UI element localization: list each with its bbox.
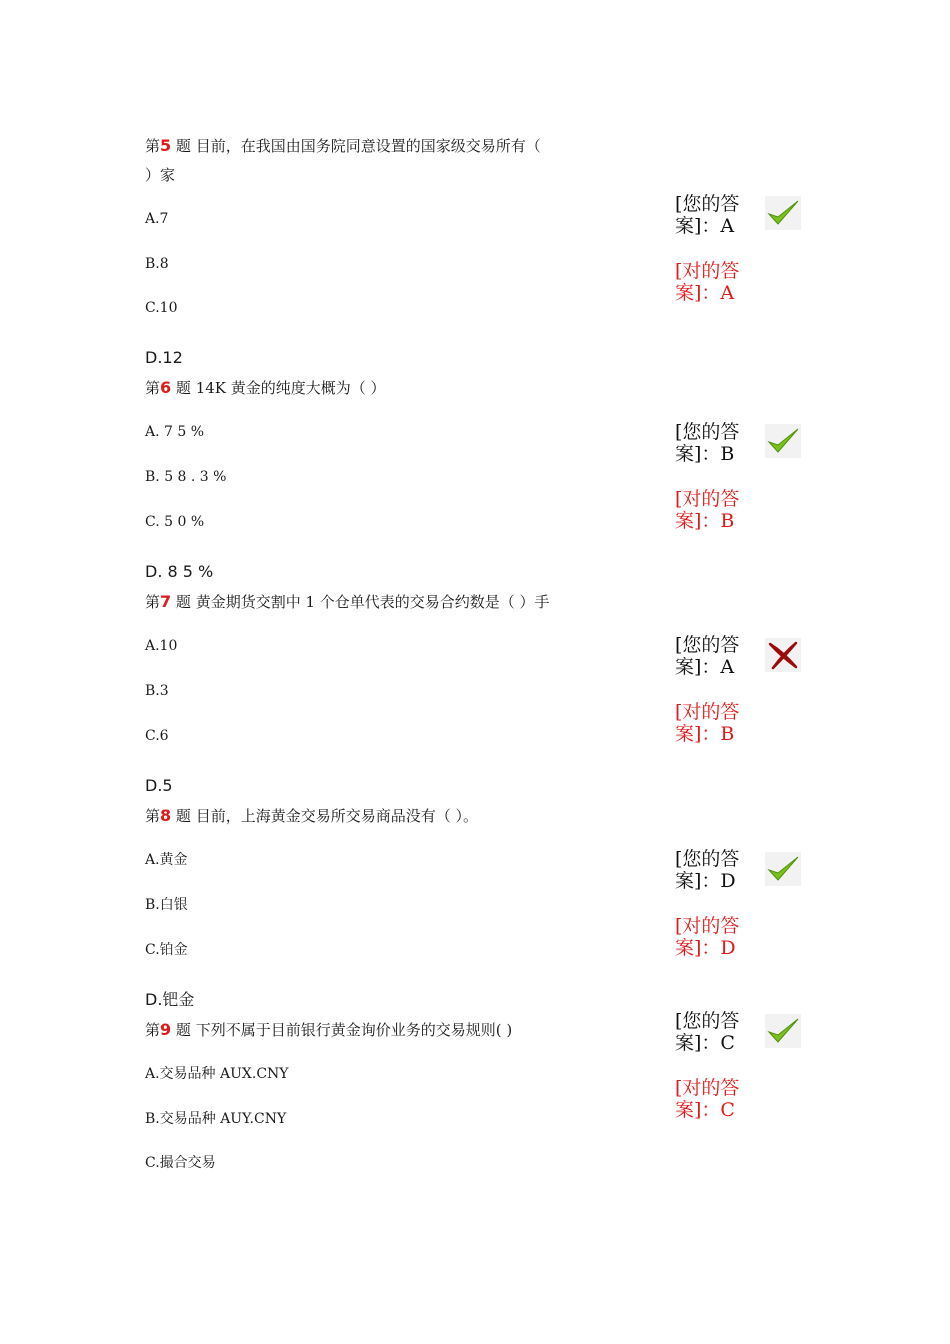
question-6-your-answer: [您的答案]：B xyxy=(675,421,740,465)
question-text: 下列不属于目前银行黄金询价业务的交易规则( ) xyxy=(195,1021,513,1039)
question-6-option-c: C. 5 0 % xyxy=(145,514,205,530)
question-prefix: 第 xyxy=(145,807,161,825)
question-9-option-c: C.撮合交易 xyxy=(145,1155,216,1171)
question-9-option-a: A.交易品种 AUX.CNY xyxy=(145,1066,289,1082)
question-5-option-a: A.7 xyxy=(145,211,169,227)
correct-check-icon xyxy=(765,196,801,230)
question-number: 6 xyxy=(160,378,172,397)
question-number: 9 xyxy=(160,1020,172,1039)
question-6-option-b: B. 5 8 . 3 % xyxy=(145,469,227,485)
question-7-correct-answer: [对的答案]：B xyxy=(675,701,740,745)
question-suffix: 题 xyxy=(171,1021,196,1039)
question-6-option-d: D. 8 5 % xyxy=(145,562,214,581)
question-5-text-cont: ）家 xyxy=(145,166,176,184)
question-8-option-b: B.白银 xyxy=(145,897,188,913)
question-8-option-d: D.钯金 xyxy=(145,990,195,1009)
question-8-title xyxy=(145,806,478,826)
question-prefix: 第 xyxy=(145,379,161,397)
question-prefix: 第 xyxy=(145,1021,161,1039)
question-5-option-c: C.10 xyxy=(145,300,178,316)
question-5-option-b: B.8 xyxy=(145,256,169,272)
question-text: 目前，上海黄金交易所交易商品没有（ ）。 xyxy=(195,807,478,825)
question-9-option-b: B.交易品种 AUY.CNY xyxy=(145,1111,287,1127)
wrong-cross-icon xyxy=(765,638,801,672)
correct-check-icon xyxy=(765,424,801,458)
question-8-option-a: A.黄金 xyxy=(145,852,188,868)
question-7-option-c: C.6 xyxy=(145,728,169,744)
question-8-option-c: C.铂金 xyxy=(145,942,188,958)
correct-check-icon xyxy=(765,852,801,886)
question-6-title xyxy=(145,378,386,398)
question-6-option-a: A. 7 5 % xyxy=(145,424,205,440)
question-5-title xyxy=(145,136,541,156)
question-9-correct-answer: [对的答案]：C xyxy=(675,1077,740,1121)
question-text: 14K 黄金的纯度大概为（ ） xyxy=(195,379,386,397)
question-prefix: 第 xyxy=(145,593,161,611)
question-prefix: 第 xyxy=(145,137,161,155)
question-5-correct-answer: [对的答案]：A xyxy=(675,260,740,304)
question-5-your-answer: [您的答案]：A xyxy=(675,193,740,237)
question-number: 8 xyxy=(160,806,172,825)
question-8-correct-answer: [对的答案]：D xyxy=(675,915,740,959)
question-suffix: 题 xyxy=(171,807,196,825)
question-text: 目前，在我国由国务院同意设置的国家级交易所有（ xyxy=(195,137,541,155)
correct-check-icon xyxy=(765,1014,801,1048)
question-text: 黄金期货交割中 1 个仓单代表的交易合约数是（ ）手 xyxy=(195,593,550,611)
question-8-your-answer: [您的答案]：D xyxy=(675,848,740,892)
question-suffix: 题 xyxy=(171,593,196,611)
question-number: 7 xyxy=(160,592,172,611)
question-number: 5 xyxy=(160,136,172,155)
question-7-option-a: A.10 xyxy=(145,638,178,654)
question-suffix: 题 xyxy=(171,137,196,155)
question-7-option-b: B.3 xyxy=(145,683,169,699)
question-9-your-answer: [您的答案]：C xyxy=(675,1010,740,1054)
question-9-title xyxy=(145,1020,512,1040)
question-5-option-d: D.12 xyxy=(145,348,183,367)
question-6-correct-answer: [对的答案]：B xyxy=(675,488,740,532)
question-7-option-d: D.5 xyxy=(145,776,173,795)
question-7-your-answer: [您的答案]：A xyxy=(675,634,740,678)
question-suffix: 题 xyxy=(171,379,196,397)
question-7-title xyxy=(145,592,550,612)
